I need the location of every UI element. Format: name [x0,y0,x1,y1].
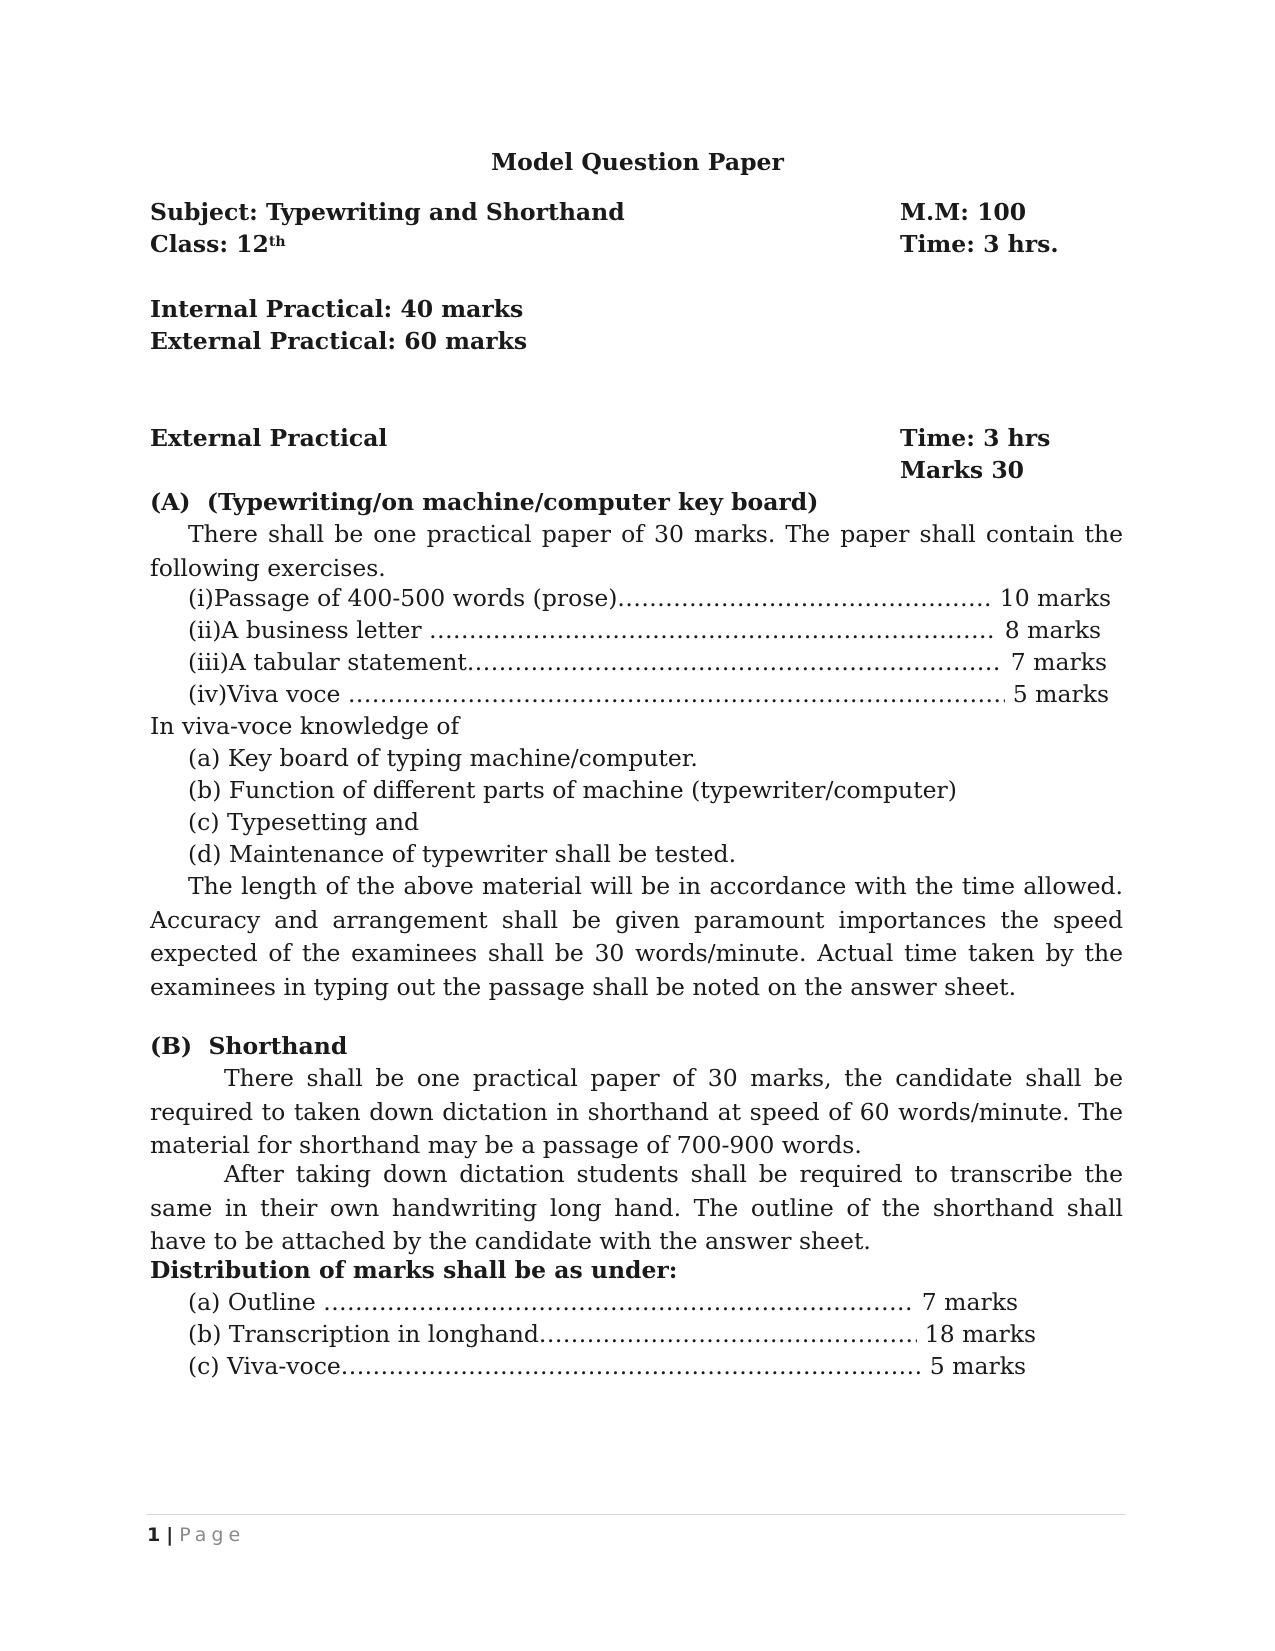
page-number: 1 [147,1524,161,1546]
viva-item: (b) Function of different parts of machine (typewriter/computer) [188,776,957,804]
exercise-marks: 8 marks [1004,616,1101,644]
section-b-paragraph-1: There shall be one practical paper of 30 marks, the candidate shall be required to taken down dictation in shorthand at speed of 60 words/minute. The material for shorthand may be a passage of 700-900 words. [150,1064,1123,1159]
leader-dots [467,646,1003,680]
leader-dots [348,678,1005,712]
exercise-number: (iv) [188,680,228,708]
exercise-row [188,678,1109,712]
class-line [150,228,286,262]
distribution-row [188,1318,1036,1352]
exercise-text: A business letter [221,616,430,644]
section-b-paragraph-2: After taking down dictation students shall be required to transcribe the same in their own handwriting long hand. The outline of the shorthand shall have to be attached by the candidate with the answer sheet. [150,1160,1123,1255]
distribution-label: (c) Viva-voce [188,1352,341,1380]
distribution-marks: 5 marks [929,1352,1026,1380]
exercise-text: A tabular statement [228,648,467,676]
page-label: Page [179,1524,246,1546]
distribution-marks: 7 marks [921,1288,1018,1316]
exercise-number: (ii) [188,616,222,644]
distribution-heading: Distribution of marks shall be as under: [150,1256,678,1284]
exercise-row [188,582,1111,616]
exercise-text: Passage of 400-500 words (prose) [213,584,618,612]
distribution-label: (a) Outline [188,1288,324,1316]
exercise-row [188,646,1107,680]
class-label: Class: 12 [150,230,269,258]
external-practical-marks: External Practical: 60 marks [150,327,528,355]
leader-dots [341,1350,922,1384]
distribution-label: (b) Transcription in longhand [188,1320,539,1348]
max-marks: M.M: 100 [900,198,1027,226]
viva-item: (d) Maintenance of typewriter shall be tested. [188,840,737,868]
section-a-heading: (A) (Typewriting/on machine/computer key board) [150,488,819,516]
viva-item: (c) Typesetting and [188,808,420,836]
footer-separator: | [166,1524,174,1546]
leader-dots [617,582,991,616]
external-marks: Marks 30 [900,456,1025,484]
distribution-row [188,1350,1026,1384]
page-footer [147,1520,245,1550]
section-a-closing: The length of the above material will be in accordance with the time allowed. Accuracy and arrangement shall be given paramount importances the speed expected of the examinees shall be 30 words/minute. Actual time taken by the examinees in typing out the passage shall be noted on the answer sheet. [150,872,1123,1001]
viva-intro: In viva-voce knowledge of [150,712,460,740]
exercise-marks: 7 marks [1010,648,1107,676]
footer-divider [146,1514,1126,1515]
leader-dots [429,614,997,648]
distribution-row [188,1286,1018,1320]
page-title: Model Question Paper [491,148,784,176]
section-a-intro: There shall be one practical paper of 30 marks. The paper shall contain the following exercises. [150,520,1123,582]
leader-dots [539,1318,917,1352]
internal-practical-marks: Internal Practical: 40 marks [150,295,524,323]
exercise-number: (i) [188,584,214,612]
viva-item: (a) Key board of typing machine/computer. [188,744,698,772]
exercise-marks: 5 marks [1012,680,1109,708]
subject-line: Subject: Typewriting and Shorthand [150,198,625,226]
exercise-text: Viva voce [227,680,348,708]
external-practical-heading: External Practical [150,424,388,452]
exercise-marks: 10 marks [999,584,1111,612]
leader-dots [323,1286,914,1320]
distribution-marks: 18 marks [924,1320,1036,1348]
exercise-number: (iii) [188,648,229,676]
external-time: Time: 3 hrs [900,424,1051,452]
time-line: Time: 3 hrs. [900,230,1059,258]
exercise-row [188,614,1101,648]
class-superscript: th [268,234,286,250]
section-b-heading: (B) Shorthand [150,1032,348,1060]
